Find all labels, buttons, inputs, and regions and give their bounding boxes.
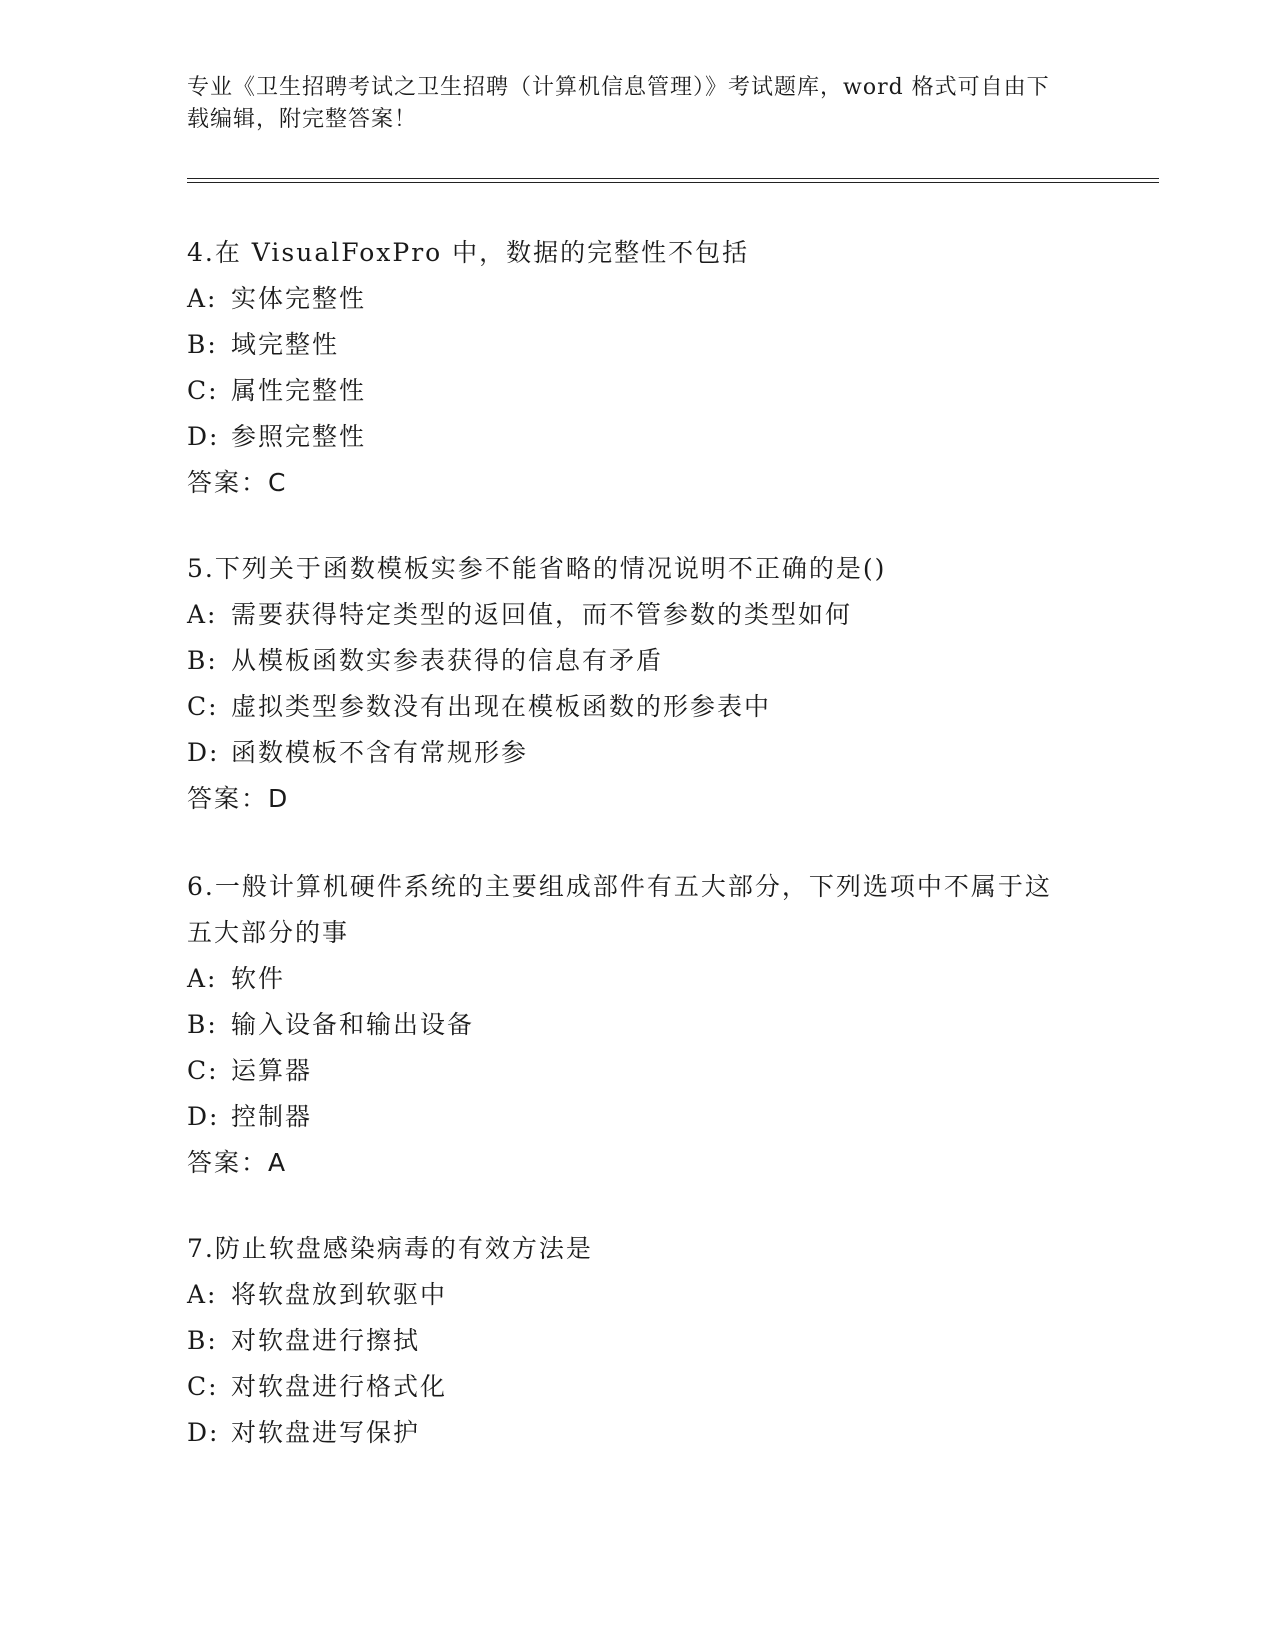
option-letter: A: xyxy=(187,600,218,629)
option-text: 域完整性 xyxy=(231,330,340,359)
question-title: 4.在 VisualFoxPro 中，数据的完整性不包括 xyxy=(187,238,750,267)
option-a xyxy=(187,592,1087,638)
question-block xyxy=(187,230,1087,506)
option-letter: C: xyxy=(187,692,219,721)
option-text: 运算器 xyxy=(231,1056,313,1085)
question-title: 7.防止软盘感染病毒的有效方法是 xyxy=(187,1234,593,1263)
question-block xyxy=(187,546,1087,822)
option-b xyxy=(187,1318,1087,1364)
option-d xyxy=(187,1094,1057,1140)
option-b xyxy=(187,322,1087,368)
option-letter: A: xyxy=(187,284,218,313)
option-letter: B: xyxy=(187,1010,218,1039)
option-text: 输入设备和输出设备 xyxy=(231,1010,475,1039)
option-c xyxy=(187,368,1087,414)
option-letter: C: xyxy=(187,1056,219,1085)
option-b xyxy=(187,638,1087,684)
option-d xyxy=(187,730,1087,776)
option-text: 实体完整性 xyxy=(231,284,367,313)
question-title: 6.一般计算机硬件系统的主要组成部件有五大部分，下列选项中不属于这五大部分的事 xyxy=(187,872,1052,947)
header-divider xyxy=(187,178,1159,183)
option-text: 将软盘放到软驱中 xyxy=(231,1280,448,1309)
option-letter: C: xyxy=(187,376,219,405)
answer-line: 答案：D xyxy=(187,784,290,813)
option-letter: D: xyxy=(187,1418,220,1447)
question-block xyxy=(187,864,1057,1186)
option-text: 对软盘进行格式化 xyxy=(231,1372,448,1401)
option-d xyxy=(187,414,1087,460)
option-letter: C: xyxy=(187,1372,219,1401)
option-text: 虚拟类型参数没有出现在模板函数的形参表中 xyxy=(231,692,772,721)
option-text: 从模板函数实参表获得的信息有矛盾 xyxy=(231,646,664,675)
option-text: 软件 xyxy=(231,964,286,993)
option-text: 函数模板不含有常规形参 xyxy=(231,738,529,767)
question-block xyxy=(187,1226,1087,1456)
option-text: 属性完整性 xyxy=(231,376,367,405)
document-header: 专业《卫生招聘考试之卫生招聘（计算机信息管理）》考试题库，word 格式可自由下载编辑，附完整答案！ xyxy=(187,75,1050,132)
option-letter: B: xyxy=(187,1326,218,1355)
option-text: 控制器 xyxy=(231,1102,313,1131)
answer-line: 答案：A xyxy=(187,1148,288,1177)
option-text: 对软盘进行擦拭 xyxy=(231,1326,421,1355)
option-letter: D: xyxy=(187,1102,220,1131)
option-b xyxy=(187,1002,1057,1048)
option-letter: B: xyxy=(187,646,218,675)
option-a xyxy=(187,276,1087,322)
option-letter: A: xyxy=(187,964,218,993)
option-d xyxy=(187,1410,1087,1456)
answer-line: 答案：C xyxy=(187,468,288,497)
option-c xyxy=(187,1364,1087,1410)
option-letter: A: xyxy=(187,1280,218,1309)
option-text: 参照完整性 xyxy=(231,422,367,451)
option-text: 对软盘进写保护 xyxy=(231,1418,421,1447)
option-letter: B: xyxy=(187,330,218,359)
question-title: 5.下列关于函数模板实参不能省略的情况说明不正确的是() xyxy=(187,554,887,583)
option-letter: D: xyxy=(187,422,220,451)
option-text: 需要获得特定类型的返回值，而不管参数的类型如何 xyxy=(231,600,853,629)
option-a xyxy=(187,956,1057,1002)
option-a xyxy=(187,1272,1087,1318)
option-letter: D: xyxy=(187,738,220,767)
option-c xyxy=(187,684,1087,730)
option-c xyxy=(187,1048,1057,1094)
